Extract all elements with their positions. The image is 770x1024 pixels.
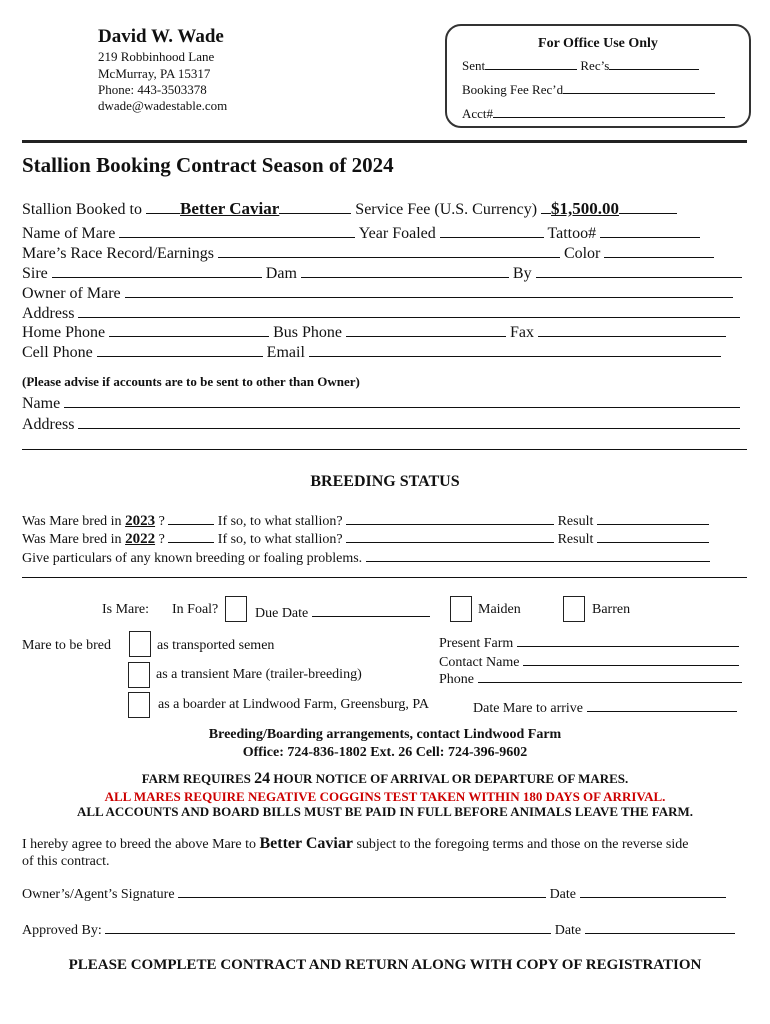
- barren-checkbox[interactable]: [563, 596, 585, 622]
- farm-phone-label: Phone: [439, 672, 474, 687]
- particulars-line-2[interactable]: [22, 577, 747, 578]
- race-record-row[interactable]: [22, 243, 714, 263]
- breeding-status-heading: BREEDING STATUS: [310, 473, 460, 490]
- owner-signature-row[interactable]: [22, 883, 726, 903]
- owner-signature-label: Owner’s/Agent’s Signature: [22, 887, 175, 902]
- agreement-stallion: Better Caviar: [259, 835, 353, 852]
- pedigree-row[interactable]: [22, 263, 742, 283]
- maiden-checkbox[interactable]: [450, 596, 472, 622]
- sire-label: Sire: [22, 265, 48, 282]
- notice-part: FARM REQUIRES: [141, 771, 255, 786]
- fax-label: Fax: [510, 324, 535, 341]
- cell-email-row[interactable]: [22, 342, 721, 362]
- office-acct-row[interactable]: [462, 103, 725, 122]
- in-foal-checkbox[interactable]: [225, 596, 247, 622]
- bred-year-2: 2022: [125, 531, 156, 547]
- accounts-address-row[interactable]: [22, 414, 740, 434]
- notice-hours: 24: [254, 770, 271, 787]
- is-mare-label: Is Mare:: [102, 602, 150, 617]
- arrival-date-row[interactable]: [473, 697, 737, 717]
- mare-name-row[interactable]: [22, 223, 700, 243]
- farm-phone-row[interactable]: [439, 668, 742, 688]
- notice-part: HOUR NOTICE OF ARRIVAL OR DEPARTURE OF MARES.: [270, 771, 629, 786]
- accounts-note: (Please advise if accounts are to be sent to other than Owner): [22, 374, 360, 389]
- approved-date-label: Date: [554, 923, 582, 938]
- cell-phone-label: Cell Phone: [22, 344, 93, 361]
- boarder-checkbox[interactable]: [128, 692, 150, 718]
- bred-year-1: 2023: [125, 513, 156, 529]
- owner-row[interactable]: [22, 283, 733, 303]
- dam-label: Dam: [265, 265, 297, 282]
- signature-date-label: Date: [549, 887, 576, 902]
- stallion-label: Stallion Booked to: [22, 201, 142, 218]
- office-title: For Office Use Only: [538, 36, 658, 51]
- owner-label: Owner of Mare: [22, 285, 121, 302]
- office-sent-row[interactable]: [462, 55, 699, 74]
- to-be-bred-label: Mare to be bred: [22, 638, 112, 653]
- if-so-label: If so, to what stallion?: [217, 532, 343, 547]
- home-phone-label: Home Phone: [22, 324, 106, 341]
- recs-label: Rec’s: [580, 58, 610, 73]
- particulars-row[interactable]: [22, 547, 710, 567]
- in-foal-label: In Foal?: [172, 602, 219, 617]
- transient-mare-checkbox[interactable]: [128, 662, 150, 688]
- booking-fee-label: Booking Fee Rec’d: [462, 82, 564, 97]
- notice-payment: ALL ACCOUNTS AND BOARD BILLS MUST BE PAID IN FULL BEFORE ANIMALS LEAVE THE FARM.: [76, 804, 694, 819]
- race-record-label: Mare’s Race Record/Earnings: [22, 245, 214, 262]
- approved-by-label: Approved By:: [22, 923, 102, 938]
- office-fee-row[interactable]: [462, 79, 715, 98]
- was-bred-label: Was Mare bred in: [22, 532, 122, 547]
- owner-address-label: Address: [22, 305, 75, 322]
- stallion-row[interactable]: [22, 199, 677, 219]
- due-date-label: Due Date: [255, 606, 309, 621]
- phone-line: Phone: 443-3503378: [98, 82, 207, 97]
- color-label: Color: [563, 245, 601, 262]
- fee-label: Service Fee (U.S. Currency): [355, 201, 538, 218]
- bus-phone-label: Bus Phone: [273, 324, 343, 341]
- contact-name-label: Contact Name: [439, 655, 520, 670]
- maiden-label: Maiden: [478, 602, 521, 617]
- present-farm-label: Present Farm: [439, 636, 514, 651]
- fee-value: $1,500.00: [551, 199, 620, 218]
- question-mark: ?: [158, 532, 165, 547]
- mare-name-label: Name of Mare: [22, 225, 116, 242]
- barren-label: Barren: [592, 602, 631, 617]
- particulars-label: Give particulars of any known breeding or foaling problems.: [22, 551, 363, 566]
- sent-label: Sent: [462, 58, 486, 73]
- agreement-text: I hereby agree to breed the above Mare to: [22, 837, 260, 852]
- approved-by-row[interactable]: [22, 919, 735, 939]
- bred-row-1[interactable]: [22, 510, 709, 530]
- result-label: Result: [557, 532, 594, 547]
- contact-line-2: Office: 724-836-1802 Ext. 26 Cell: 724-396-9602: [242, 745, 528, 760]
- transported-semen-label: as transported semen: [157, 638, 275, 653]
- address-line-1: 219 Robbinhood Lane: [98, 49, 215, 64]
- office-use-box: [445, 24, 751, 128]
- owner-name: David W. Wade: [98, 26, 224, 47]
- acct-label: Acct#: [462, 106, 494, 121]
- boarder-label: as a boarder at Lindwood Farm, Greensburg, PA: [158, 697, 430, 712]
- agreement-line-1: [22, 835, 688, 853]
- owner-address-row[interactable]: [22, 303, 740, 323]
- notice-coggins: ALL MARES REQUIRE NEGATIVE COGGINS TEST TAKEN WITHIN 180 DAYS OF ARRIVAL.: [104, 789, 666, 804]
- phones-row[interactable]: [22, 322, 726, 342]
- accounts-address-line-2[interactable]: [22, 449, 747, 450]
- year-foaled-label: Year Foaled: [358, 225, 436, 242]
- header-divider: [22, 140, 747, 143]
- notice-24-hour: [0, 770, 770, 788]
- bred-row-2[interactable]: [22, 528, 709, 548]
- email-label: Email: [266, 344, 305, 361]
- accounts-name-row[interactable]: [22, 393, 740, 413]
- present-farm-row[interactable]: [439, 632, 739, 652]
- footer-instruction: PLEASE COMPLETE CONTRACT AND RETURN ALONG WITH COPY OF REGISTRATION: [68, 957, 702, 973]
- agreement-text: subject to the foregoing terms and those on the reverse side: [352, 837, 689, 852]
- agreement-line-2: of this contract.: [22, 854, 110, 869]
- due-date-row[interactable]: [255, 602, 430, 622]
- arrival-date-label: Date Mare to arrive: [473, 701, 583, 716]
- accounts-address-label: Address: [22, 416, 75, 433]
- by-label: By: [512, 265, 532, 282]
- stallion-value: Better Caviar: [180, 199, 280, 218]
- page-title: Stallion Booking Contract Season of 2024: [22, 153, 394, 177]
- if-so-label: If so, to what stallion?: [217, 514, 343, 529]
- transported-semen-checkbox[interactable]: [129, 631, 151, 657]
- accounts-name-label: Name: [22, 395, 61, 412]
- was-bred-label: Was Mare bred in: [22, 514, 122, 529]
- tattoo-label: Tattoo#: [547, 225, 597, 242]
- email-line: dwade@wadestable.com: [98, 98, 228, 113]
- transient-mare-label: as a transient Mare (trailer-breeding): [156, 667, 362, 682]
- contact-line-1: Breeding/Boarding arrangements, contact Lindwood Farm: [208, 727, 562, 742]
- address-line-2: McMurray, PA 15317: [98, 66, 211, 81]
- question-mark: ?: [158, 514, 165, 529]
- result-label: Result: [557, 514, 594, 529]
